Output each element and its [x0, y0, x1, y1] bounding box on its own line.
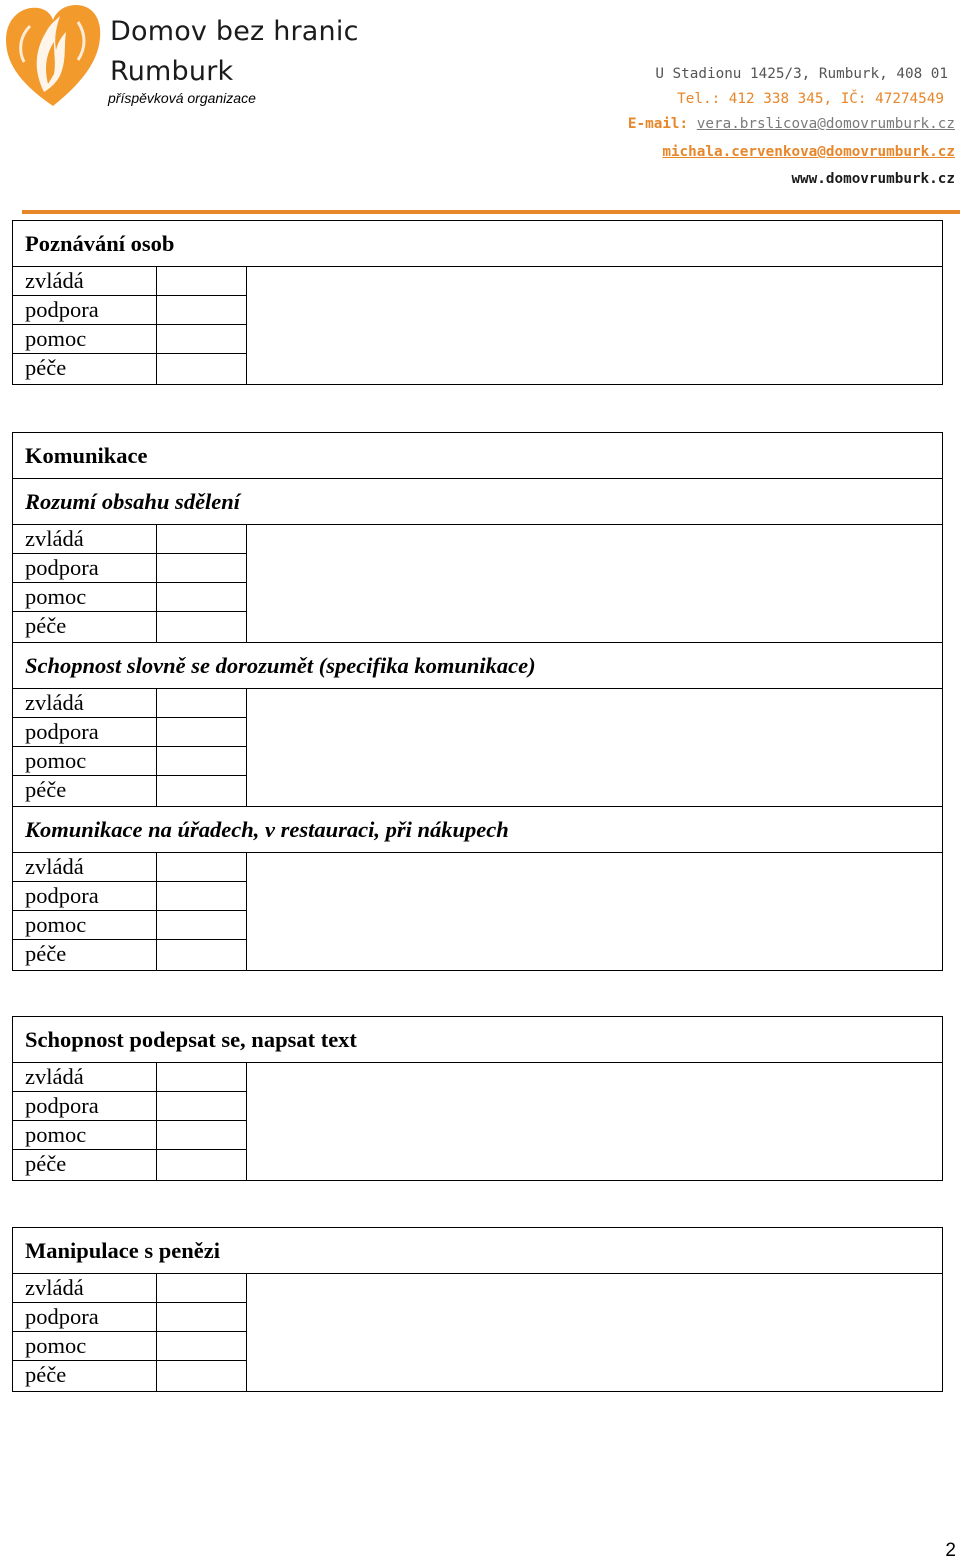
organization-name: Domov bez hranic Rumburk: [110, 16, 359, 87]
level-row[interactable]: podpora: [13, 1092, 246, 1121]
section-title: Komunikace: [13, 433, 942, 479]
level-row[interactable]: zvládá: [13, 525, 246, 554]
level-row[interactable]: péče: [25, 1362, 67, 1387]
email-link-1[interactable]: vera.brslicova@domovrumburk.cz: [696, 116, 955, 132]
level-row[interactable]: pomoc: [13, 325, 246, 354]
level-row[interactable]: zvládá: [13, 1063, 246, 1092]
organization-type: příspěvková organizace: [108, 90, 256, 106]
level-row[interactable]: podpora: [13, 882, 246, 911]
section-title: Poznávání osob: [13, 221, 942, 267]
section-title: Manipulace s penězi: [13, 1228, 942, 1274]
header-divider: [22, 210, 960, 214]
website-link[interactable]: www.domovrumburk.cz: [791, 171, 955, 187]
section-manipulace-s-penezi: [12, 1227, 943, 1392]
level-row[interactable]: pomoc: [13, 1121, 246, 1150]
level-row[interactable]: zvládá: [13, 853, 246, 882]
phone-and-id: Tel.: 412 338 345, IČ: 47274549: [677, 91, 944, 107]
subsection-title: Komunikace na úřadech, v restauraci, při nákupech: [13, 807, 942, 853]
level-row[interactable]: zvládá: [13, 689, 246, 718]
level-row[interactable]: pomoc: [13, 911, 246, 940]
email-label: E-mail:: [627, 116, 689, 132]
section-title: Schopnost podepsat se, napsat text: [13, 1017, 942, 1063]
level-row[interactable]: péče: [25, 1151, 67, 1176]
level-row[interactable]: zvládá: [13, 1274, 246, 1303]
level-row[interactable]: péče: [25, 355, 67, 380]
subsection-title: Schopnost slovně se dorozumět (specifika komunikace): [13, 643, 942, 689]
email-link-2[interactable]: michala.cervenkova@domovrumburk.cz: [662, 144, 955, 160]
level-row[interactable]: podpora: [13, 296, 246, 325]
level-row[interactable]: pomoc: [13, 1332, 246, 1361]
level-grid: [13, 1063, 942, 1180]
level-grid: [13, 853, 942, 970]
organization-logo: [4, 2, 102, 110]
level-row[interactable]: péče: [25, 777, 67, 802]
subsection-title: Rozumí obsahu sdělení: [13, 479, 942, 525]
level-row[interactable]: péče: [25, 613, 67, 638]
email-line: [628, 116, 955, 132]
level-row[interactable]: podpora: [13, 554, 246, 583]
level-row[interactable]: pomoc: [13, 747, 246, 776]
level-row[interactable]: podpora: [13, 1303, 246, 1332]
level-row[interactable]: zvládá: [13, 267, 246, 296]
level-row[interactable]: pomoc: [13, 583, 246, 612]
page-number: 2: [945, 1540, 956, 1561]
level-grid: [13, 525, 942, 643]
section-schopnost-podepsat: [12, 1016, 943, 1181]
section-poznavani-osob: [12, 220, 943, 385]
level-row[interactable]: péče: [25, 941, 67, 966]
level-row[interactable]: podpora: [13, 718, 246, 747]
level-grid: [13, 689, 942, 807]
address: U Stadionu 1425/3, Rumburk, 408 01: [655, 66, 948, 82]
level-grid: [13, 1274, 942, 1391]
section-komunikace: [12, 432, 943, 971]
level-grid: [13, 267, 942, 384]
